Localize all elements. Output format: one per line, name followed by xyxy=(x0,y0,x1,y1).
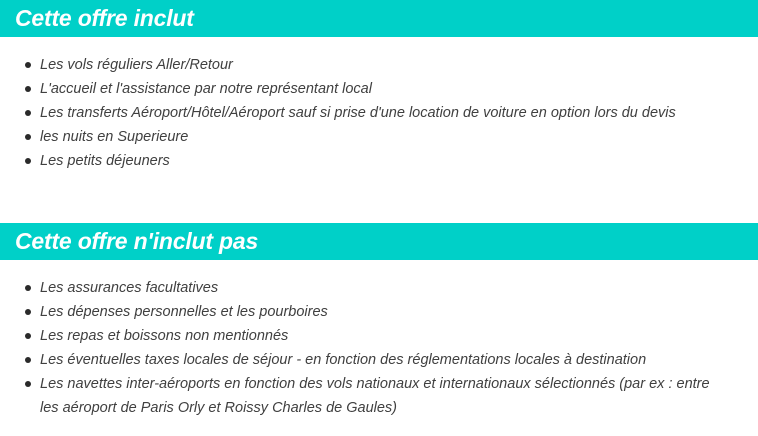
list-item xyxy=(0,276,740,300)
excluded-section-title: Cette offre n'inclut pas xyxy=(15,228,259,254)
bullet-icon xyxy=(25,86,31,92)
list-item xyxy=(0,348,740,372)
bullet-icon xyxy=(25,309,31,315)
list-item-text: Les vols réguliers Aller/Retour xyxy=(40,57,233,73)
list-item xyxy=(0,77,740,101)
list-item xyxy=(0,53,740,77)
bullet-icon xyxy=(25,62,31,68)
bullet-icon xyxy=(25,357,31,363)
list-item-text: Les navettes inter-aéroports en fonction des vols nationaux et internationaux sélectionnés (par ex : entre les aéroport de Paris Orly et Roissy Charles de Gaules) xyxy=(40,376,710,416)
list-item-text: Les transferts Aéroport/Hôtel/Aéroport sauf si prise d'une location de voiture en option lors du devis xyxy=(40,105,676,121)
list-item xyxy=(0,125,740,149)
included-section-title: Cette offre inclut xyxy=(15,5,194,31)
included-list xyxy=(0,53,740,173)
list-item xyxy=(0,101,740,125)
list-item xyxy=(0,372,740,420)
list-item-text: Les dépenses personnelles et les pourboires xyxy=(40,304,328,320)
list-item-text: Les éventuelles taxes locales de séjour - en fonction des réglementations locales à destination xyxy=(40,352,647,368)
list-item-text: Les repas et boissons non mentionnés xyxy=(40,328,289,344)
list-item xyxy=(0,324,740,348)
bullet-icon xyxy=(25,381,31,387)
excluded-section-header xyxy=(0,223,758,260)
bullet-icon xyxy=(25,285,31,291)
included-section-header xyxy=(0,0,758,37)
excluded-list xyxy=(0,276,740,420)
list-item-text: les nuits en Superieure xyxy=(40,129,189,145)
bullet-icon xyxy=(25,110,31,116)
bullet-icon xyxy=(25,333,31,339)
bullet-icon xyxy=(25,158,31,164)
list-item-text: Les petits déjeuners xyxy=(40,153,170,169)
bullet-icon xyxy=(25,134,31,140)
list-item-text: Les assurances facultatives xyxy=(40,280,219,296)
list-item-text: L'accueil et l'assistance par notre représentant local xyxy=(40,81,372,97)
list-item xyxy=(0,149,740,173)
list-item xyxy=(0,300,740,324)
